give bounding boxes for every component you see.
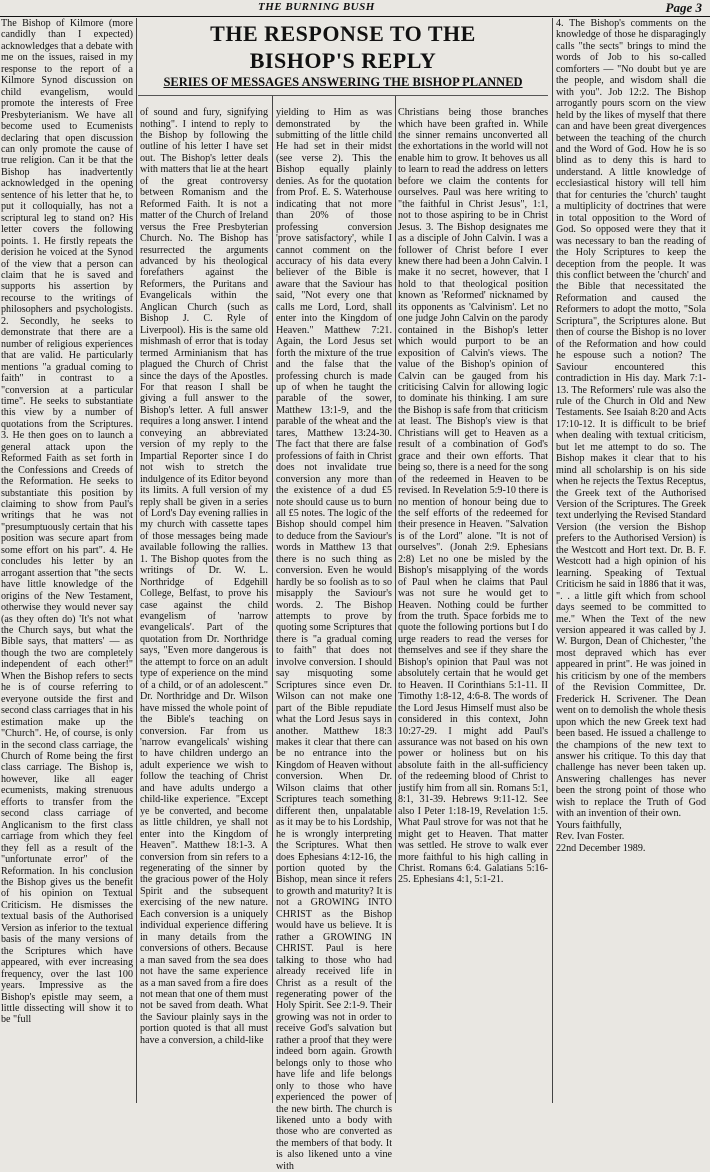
column-4 [398,97,548,1101]
closing: Yours faithfully, [556,819,622,831]
masthead [0,0,710,17]
page-number: Page 3 [665,0,702,15]
column-rule [552,18,553,1103]
signature: Rev. Ivan Foster. [556,831,625,843]
headline-block [138,19,548,96]
column-2 [140,97,268,1101]
column-5-text: 4. The Bishop's comments on the knowledge of those he disparagingly calls "the sects" brings to mind the words of Job to his so-called comforters — "No doubt but ye are the people, and wisdom shall die with you". Job 12:2. The Bishop arrogantly pours scorn on the view held by the likes of myself that there can and have been great divergences between the teaching of the church and the Word of God. How he is so blind as to deny this is hard to understand. A little knowledge of ecclesiastical history will tell him that for centuries the 'church' taught a multiplicity of doctrines that were in total opposition to the Word of God. So opposed were they that it was necessary to ban the reading of the Holy Scriptures to keep the deception from the people. It was this conflict between the 'church' and the Bible that necessitated the Reformation and caused the Reformers to adopt the motto, "Sola Scriptura", the Scriptures alone. But then of course the Bishop is no lover of the Reformation and how could he espouse such a notion? The Saviour encountered this contradiction in His day. Mark 7:1-13. The Reformers' rule was also the rule of the Church in Old and New Testaments. See Isaiah 8:20 and Acts 17:10-12. It is difficult to be brief when dealing with textual criticism, but let me attempt to do so. The Bishop makes it clear that to his mind all scholarship is on his side when he rejects the Textus Receptus, the Greek text of the Authorised Version of the Scriptures. The Greek text underlying the Revised Standard Version (the version the Bishop prefers to the Authorised Version) is the Westcott and Hort text. Dr. B. F. Westcott had a high opinion of his learning. Speaking of Textual Criticism he said in 1886 that it was, ". . a little gift which from school days seemed to be committed to me." When the Text of the new version appeared it was called by J. W. Burgon, Dean of Chichester, "the most depraved which has ever appeared in print". He was joined in his criticism by one of the members of the Revision Committee, Dr. Frederick H. Scrivener. The Dean went on to demolish the whole thesis upon which the new Greek text had been based. He issued a challenge to the champions of the new text to answer his critique. To this day that challenge has never been taken up. Answering challenges has never been the strong point of those who wish to replace the Truth of God with an invention of their own. [556,18,706,820]
column-rule [272,96,273,1103]
subheadline: SERIES OF MESSAGES ANSWERING THE BISHOP PLANNED [163,75,523,89]
column-5 [556,18,706,1101]
publication-name: THE BURNING BUSH [258,1,375,13]
headline-line-2: BISHOP'S REPLY [249,48,437,73]
column-2-text: of sound and fury, signifying nothing". I intend to reply to the Bishop by following the outline of his letter I have set out. The Bishop's letter deals with matters that lie at the heart of the great controversy between Romanism and the Reformed Faith. It is not a matter of the Church of Ireland versus the Free Presbyterian Church. No. The Bishop has resurrected the arguments advanced by his theological forefathers against the Reformers, the Puritans and Evangelicals within the Anglican Church (such as Bishop J. C. Ryle of Liverpool). His is the same old mishmash of error that is today termed Arminianism that has plagued the Church of Christ since the days of the Apostles. For that reason I shall be giving a full answer to the Bishop's letter. A full answer requires a long answer. I intend conveying an abbreviated version of my reply to the Impartial Reporter since I do not wish to stretch the indulgence of its Editor beyond its limits. A full version of my reply shall be given in a series of Lord's Day evening rallies in my church with cassette tapes of those messages being made available following the rallies. 1. The Bishop quotes from the writings of Dr. W. L. Northridge of Edgehill College, Belfast, to prove his case against the child evangelism of 'narrow evangelicals'. Part of the quotation from Dr. Northridge says, "Even more dangerous is the attempt to force on an adult type of experience on the mind of a child, or of an adolescent." Dr. Northridge and Dr. Wilson have missed the whole point of the Bible's teaching on conversion. Far from us 'narrow evangelicals' wishing to have children undergo an adult experience we wish to follow the teaching of Christ and have adults undergo a child-like experience. "Except ye be converted, and become as little children, ye shall not enter into the Kingdom of Heaven". Matthew 18:1-3. A conversion from sin refers to a regenerating of the sinner by the gracious power of the Holy Spirit and the subsequent exercising of the new nature. Each conversion is a uniquely individual experience differing in many details from the conversions of others. Because a man saved from the sea does not have the same experience as a man saved from a fire does not mean that one of them must not be saved from death. What the Saviour plainly says in the portion quoted is that all must have a conversion, a child-like [140,107,268,1046]
column-rule [136,18,137,1103]
column-3-text: yielding to Him as was demonstrated by the submitting of the little child He had set in their midst (see verse 2). This the Bishop equally plainly denies. As for the quotation from Prof. E. S. Waterhouse indicating that not more than 20% of those professing conversion 'prove satisfactory', while I cannot comment on the accuracy of his data every believer of the Bible is aware that the Saviour has said, "Not every one that calls me Lord, Lord, shall enter into the Kingdom of Heaven." Matthew 7:21. Again, the Lord Jesus set forth the mixture of the true and the false that the professing church is made up of when he taught the parable of the sower, Matthew 13:1-9, and the parable of the wheat and the tares, Matthew 13:24-30. The fact that there are false professions of faith in Christ does not invalidate true conversion any more than the existence of a dud £5 note should cause us to burn all £5 notes. The logic of the Bishop should compel him to deduce from the Saviour's words in Matthew 13 that there is no such thing as conversion. Even he would hardly be so foolish as to so misapply the Saviour's words. 2. The Bishop attempts to prove by quoting some Scriptures that there is "a gradual coming to faith" that does not involve conversion. I should say misquoting some Scriptures since even Dr. Wilson can not make one part of the Bible repudiate what the Lord Jesus says in another. Matthew 18:3 makes it clear that there can be no entrance into the Kingdom of Heaven without conversion. When Dr. Wilson claims that other Scriptures teach something different then, unpalatable as it may be to his Lordship, he is wrongly interpreting the Scriptures. What then does Ephesians 4:12-16, the portion quoted by the Bishop, mean since it refers to growth and maturity? It is not a GROWING INTO CHRIST as the Bishop would have us believe. It is rather a GROWING IN CHRIST. Paul is here talking to those who had already received life in Christ as a result of the regenerating power of the Holy Spirit. See 2:1-9. Their growing was not in order to receive God's salvation but rather a proof that they were indeed born again. Growth belongs only to those who have life and life belongs only to those who have experienced the power of the new birth. The church is likened unto a body with those who are converted as the members of that body. It is also likened unto a vine with [276,107,392,1172]
column-1 [1,18,133,1101]
column-3 [276,97,392,1172]
column-1-text: The Bishop of Kilmore (more candidly than I expected) acknowledges that a debate with me on the issues, raised in my response to the report of a Kilmore Synod discussion on child evangelism, would promote the interests of Free Presbyterianism. We have all become used to Ecumenists declaring that open discussion can only promote the cause of true religion. Can it be that the Bishop has inadvertently acknowledged in the opening sentence of his letter that he, to put it colloquially, has not a scriptural leg to stand on? His letter covers the following points. 1. He firstly repeats the derision he voiced at the Synod of the view that a person can claim that he is saved and supports his assertion by recourse to the writings of philosophers and psychologists. 2. Secondly, he seeks to demonstrate that there are a number of religious experiences that are valid. He particularly mentions "a gradual coming to faith" in contrast to a "conversion at a particular time". He seeks to substantiate this view by a number of quotations from the Scriptures. 3. He then goes on to launch a general attack upon the Reformed Faith as set forth in the Confessions and Creeds of the Reformation. He seeks to substantiate this position by claiming to show from Paul's writings that he was not "presumptuously certain that his position was secure apart from some effort on his part". 4. He concludes his letter by an arrogant assertion that "the sects have little knowledge of the origins of the New Testament, otherwise they would never say (as they often do) 'It's not what the Church says, but what the Bible says, that matters' — as though the two are completely independent of each other!" When the Bishop refers to sects he is of course referring to everyone outside the first and second class carriages that in his estimation make up the "Church". He, of course, is only in the second class carriage, the Church of Rome being the first class carriage. The Bishop is, however, like all eager ecumenists, making strenuous efforts to transfer from the second class carriage of Anglicanism to the first class carriage from which they feel they fell as a result of the "unfortunate error" of the Reformation. In his conclusion the Bishop gives us the benefit of his opinion on Textual Criticism. He dismisses the textual basis of the Authorised Version as inferior to the textual basis of the many versions of the Scriptures which have appeared, with ever increasing frequency, over the last 100 years. Impressive as the Bishop's epistle may seem, a little dissecting will show it to be "full [1,18,133,1026]
headline-line-1: THE RESPONSE TO THE [210,21,476,46]
column-rule [395,96,396,1103]
letter-date: 22nd December 1989. [556,842,646,854]
column-4-text: Christians being those branches which have been grafted in. While the sinner remains unconverted all the exhortations in the world will not enable him to grow. It behoves us all to learn to read the address on letters before we claim the contents for ourselves. Paul was here writing to "the faithful in Christ Jesus", 1:1, not to those aspiring to be in Christ Jesus. 3. The Bishop designates me as a disciple of John Calvin. I was a follower of Christ before I ever knew there had been a John Calvin. I make it no secret, however, that I hold to that theological position known as 'Reformed' nicknamed by its opponents as 'Calvinism'. Let no one judge John Calvin on the parody contained in the Bishop's letter which would purport to be an exposition of Calvin's views. The value of the Bishop's opinion of Calvin can be gauged from his criticising Calvin for allowing logic to dominate his thinking. I am sure the Bishop is safe from that criticism at least. The Bishop's view is that Christians will get to Heaven as a result of a combination of God's grace and their own efforts. That being so, there is a need for the song of the redeemed in Heaven to be revised. In Revelation 5:9-10 there is no mention of honour being due to the self efforts of the redeemed for their presence in Heaven. "Salvation is of the Lord" alone. "It is not of ourselves". (Jonah 2:9. Ephesians 2:8) Let no one be misled by the Bishop's misapplying of the words of Paul when he claims that Paul was not sure he would get to Heaven. Nothing could be further from the truth. Space forbids me to quote the following portions but I do urge readers to read the verses for themselves and see if they share the Bishop's opinion that Paul was not absolutely certain that he would get to Heaven. II Corinthians 5:1-11. II Timothy 1:8-12, 4:6-8. The words of the Lord Jesus Himself must also be considered in this context, John 10:27-29. I might add Paul's assurance was not based on his own power or holiness but on his absolute faith in the all-sufficiency of the redeeming blood of Christ to justify him from all sin. Romans 5:1, 8:1, 31-39. Hebrews 9:11-12. See also I Peter 1:18-19, Revelation 1:5. What Paul strove for was not that he might get to Heaven. That matter was settled. He strove to walk ever more faithful to his high calling in Christ. Romans 6:4. Galatians 5:16-25. Ephesians 4:1, 5:1-21. [398,107,548,886]
